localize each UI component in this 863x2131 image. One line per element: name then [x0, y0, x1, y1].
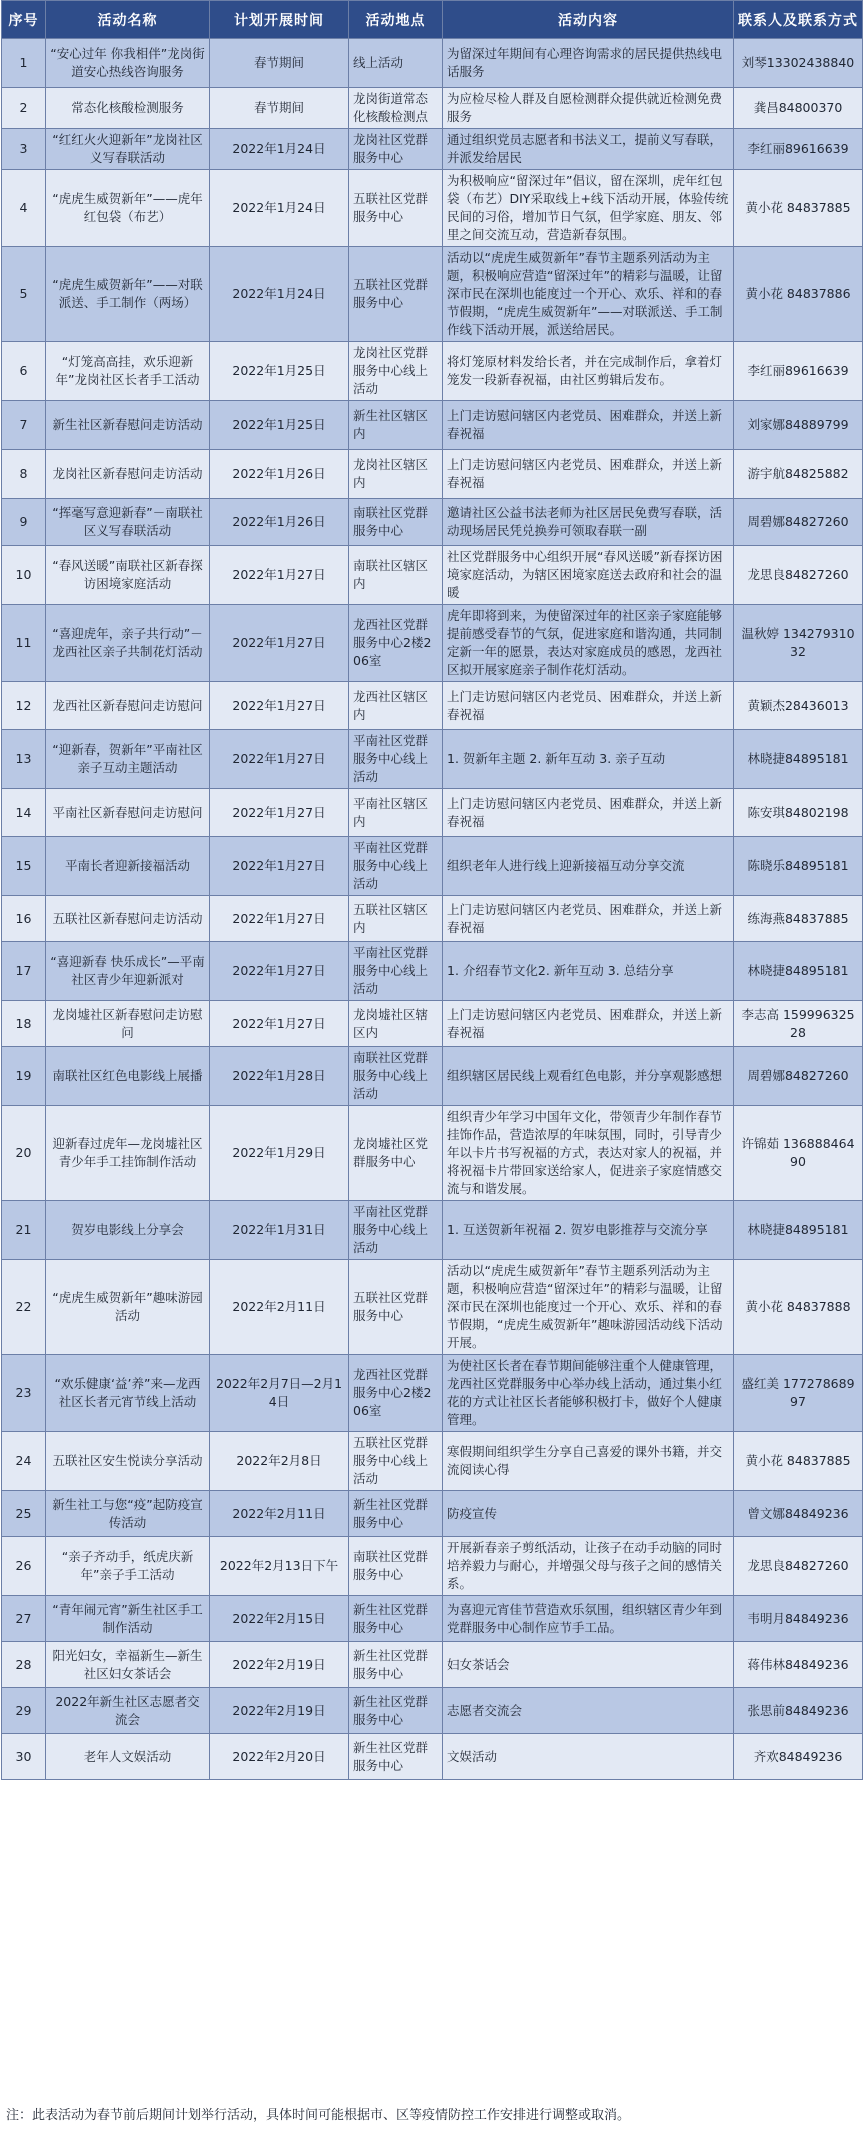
- cell-content: 1. 介绍春节文化2. 新年互动 3. 总结分享: [443, 942, 734, 1001]
- cell-planned-time: 2022年1月26日: [210, 499, 349, 546]
- cell-contact: 李志高 15999632528: [734, 1001, 863, 1047]
- header-activity-name: 活动名称: [46, 1, 210, 39]
- cell-location: 南联社区党群服务中心线上活动: [349, 1047, 443, 1106]
- table-row: [2, 942, 863, 1001]
- cell-content: 为积极响应“留深过年”倡议，留在深圳，虎年红包袋（布艺）DIY采取线上+线下活动开展，体验传统民间的习俗，增加节日气氛，但学家庭、朋友、邻里之间交流互动，营造新春氛围。: [443, 170, 734, 247]
- cell-planned-time: 春节期间: [210, 39, 349, 88]
- table-row: [2, 682, 863, 730]
- cell-planned-time: 2022年1月29日: [210, 1106, 349, 1201]
- cell-planned-time: 2022年1月24日: [210, 129, 349, 170]
- cell-activity-name: “安心过年 你我相伴”龙岗街道安心热线咨询服务: [46, 39, 210, 88]
- cell-planned-time: 2022年1月27日: [210, 837, 349, 896]
- table-row: [2, 342, 863, 401]
- cell-index: 19: [2, 1047, 46, 1106]
- cell-location: 五联社区辖区内: [349, 896, 443, 942]
- cell-planned-time: 2022年1月27日: [210, 789, 349, 837]
- cell-contact: 黄小花 84837888: [734, 1260, 863, 1355]
- cell-contact: 林晓捷84895181: [734, 1201, 863, 1260]
- cell-content: 上门走访慰问辖区内老党员、困难群众，并送上新春祝福: [443, 1001, 734, 1047]
- cell-location: 五联社区党群服务中心: [349, 170, 443, 247]
- cell-index: 24: [2, 1432, 46, 1491]
- cell-planned-time: 2022年1月27日: [210, 896, 349, 942]
- cell-activity-name: 龙西社区新春慰问走访慰问: [46, 682, 210, 730]
- cell-content: 为使社区长者在春节期间能够注重个人健康管理，龙西社区党群服务中心举办线上活动，通过集小红花的方式让社区长者能够积极打卡，做好个人健康管理。: [443, 1355, 734, 1432]
- cell-activity-name: 龙岗墟社区新春慰问走访慰问: [46, 1001, 210, 1047]
- cell-planned-time: 2022年1月25日: [210, 401, 349, 450]
- cell-planned-time: 2022年2月19日: [210, 1642, 349, 1688]
- cell-content: 虎年即将到来，为使留深过年的社区亲子家庭能够提前感受春节的气氛，促进家庭和谐沟通，共同制定新一年的愿景，表达对家庭成员的感恩，龙西社区拟开展家庭亲子制作花灯活动。: [443, 605, 734, 682]
- cell-index: 10: [2, 546, 46, 605]
- cell-index: 22: [2, 1260, 46, 1355]
- header-location: 活动地点: [349, 1, 443, 39]
- cell-contact: 温秋婷 13427931032: [734, 605, 863, 682]
- cell-planned-time: 2022年1月24日: [210, 170, 349, 247]
- cell-activity-name: 五联社区安生悦读分享活动: [46, 1432, 210, 1491]
- cell-index: 6: [2, 342, 46, 401]
- cell-content: 防疫宣传: [443, 1491, 734, 1537]
- cell-content: 为留深过年期间有心理咨询需求的居民提供热线电话服务: [443, 39, 734, 88]
- table-row: [2, 1596, 863, 1642]
- footnote: 注：此表活动为春节前后期间计划举行活动，具体时间可能根据市、区等疫情防控工作安排进行调整或取消。: [6, 2108, 631, 2123]
- cell-location: 南联社区党群服务中心: [349, 1537, 443, 1596]
- cell-activity-name: “虎虎生威贺新年”——对联派送、手工制作（两场）: [46, 247, 210, 342]
- cell-activity-name: 新生社区新春慰问走访活动: [46, 401, 210, 450]
- cell-index: 1: [2, 39, 46, 88]
- cell-location: 新生社区辖区内: [349, 401, 443, 450]
- cell-contact: 周碧娜84827260: [734, 499, 863, 546]
- cell-content: 为应检尽检人群及自愿检测群众提供就近检测免费服务: [443, 88, 734, 129]
- cell-location: 平南社区党群服务中心线上活动: [349, 730, 443, 789]
- cell-index: 2: [2, 88, 46, 129]
- cell-location: 线上活动: [349, 39, 443, 88]
- cell-index: 11: [2, 605, 46, 682]
- table-row: [2, 605, 863, 682]
- cell-content: 为喜迎元宵佳节营造欢乐氛围，组织辖区青少年到党群服务中心制作应节手工品。: [443, 1596, 734, 1642]
- cell-contact: 陈晓乐84895181: [734, 837, 863, 896]
- cell-location: 新生社区党群服务中心: [349, 1734, 443, 1780]
- cell-location: 龙西社区党群服务中心2楼206室: [349, 1355, 443, 1432]
- cell-activity-name: “春风送暖”南联社区新春探访困境家庭活动: [46, 546, 210, 605]
- table-row: [2, 1491, 863, 1537]
- cell-planned-time: 2022年2月13日下午: [210, 1537, 349, 1596]
- cell-planned-time: 2022年2月11日: [210, 1260, 349, 1355]
- table-header-row: [2, 1, 863, 39]
- cell-location: 龙岗墟社区党群服务中心: [349, 1106, 443, 1201]
- cell-location: 龙岗社区党群服务中心: [349, 129, 443, 170]
- cell-index: 9: [2, 499, 46, 546]
- cell-contact: 李红丽89616639: [734, 129, 863, 170]
- cell-content: 志愿者交流会: [443, 1688, 734, 1734]
- cell-activity-name: “红红火火迎新年”龙岗社区义写春联活动: [46, 129, 210, 170]
- cell-location: 南联社区辖区内: [349, 546, 443, 605]
- table-row: [2, 88, 863, 129]
- cell-contact: 林晓捷84895181: [734, 942, 863, 1001]
- cell-content: 上门走访慰问辖区内老党员、困难群众，并送上新春祝福: [443, 789, 734, 837]
- table-body: [2, 39, 863, 1780]
- cell-contact: 曾文娜84849236: [734, 1491, 863, 1537]
- cell-content: 上门走访慰问辖区内老党员、困难群众，并送上新春祝福: [443, 682, 734, 730]
- table-row: [2, 837, 863, 896]
- header-index: 序号: [2, 1, 46, 39]
- cell-content: 寒假期间组织学生分享自己喜爱的课外书籍，并交流阅读心得: [443, 1432, 734, 1491]
- cell-content: 上门走访慰问辖区内老党员、困难群众，并送上新春祝福: [443, 401, 734, 450]
- cell-content: 开展新春亲子剪纸活动，让孩子在动手动脑的同时培养毅力与耐心，并增强父母与孩子之间的感情关系。: [443, 1537, 734, 1596]
- cell-index: 21: [2, 1201, 46, 1260]
- cell-index: 25: [2, 1491, 46, 1537]
- table-row: [2, 1201, 863, 1260]
- table-row: [2, 1047, 863, 1106]
- cell-content: 文娱活动: [443, 1734, 734, 1780]
- cell-planned-time: 2022年1月27日: [210, 942, 349, 1001]
- cell-location: 新生社区党群服务中心: [349, 1688, 443, 1734]
- cell-activity-name: 贺岁电影线上分享会: [46, 1201, 210, 1260]
- cell-contact: 陈安琪84802198: [734, 789, 863, 837]
- cell-content: 活动以“虎虎生威贺新年”春节主题系列活动为主题，积极响应营造“留深过年”的精彩与温暖，让留深市民在深圳也能度过一个开心、欢乐、祥和的春节假期，“虎虎生威贺新年”趣味游园活动线下活动开展。: [443, 1260, 734, 1355]
- cell-planned-time: 2022年1月27日: [210, 682, 349, 730]
- table-row: [2, 401, 863, 450]
- cell-index: 18: [2, 1001, 46, 1047]
- cell-activity-name: 平南社区新春慰问走访慰问: [46, 789, 210, 837]
- cell-content: 上门走访慰问辖区内老党员、困难群众，并送上新春祝福: [443, 896, 734, 942]
- table-row: [2, 1642, 863, 1688]
- cell-content: 将灯笼原材料发给长者，并在完成制作后，拿着灯笼发一段新春祝福，由社区剪辑后发布。: [443, 342, 734, 401]
- cell-location: 南联社区党群服务中心: [349, 499, 443, 546]
- cell-location: 龙西社区党群服务中心2楼206室: [349, 605, 443, 682]
- cell-content: 妇女茶话会: [443, 1642, 734, 1688]
- cell-activity-name: “青年闹元宵”新生社区手工制作活动: [46, 1596, 210, 1642]
- cell-contact: 许锦茹 13688846490: [734, 1106, 863, 1201]
- cell-content: 邀请社区公益书法老师为社区居民免费写春联，活动现场居民凭兑换券可领取春联一副: [443, 499, 734, 546]
- table-row: [2, 129, 863, 170]
- cell-activity-name: 龙岗社区新春慰问走访活动: [46, 450, 210, 499]
- cell-index: 12: [2, 682, 46, 730]
- cell-content: 上门走访慰问辖区内老党员、困难群众，并送上新春祝福: [443, 450, 734, 499]
- cell-contact: 刘琴13302438840: [734, 39, 863, 88]
- cell-index: 29: [2, 1688, 46, 1734]
- cell-activity-name: “灯笼高高挂，欢乐迎新年”龙岗社区长者手工活动: [46, 342, 210, 401]
- cell-index: 28: [2, 1642, 46, 1688]
- cell-contact: 黄小花 84837885: [734, 1432, 863, 1491]
- cell-index: 16: [2, 896, 46, 942]
- cell-planned-time: 2022年1月24日: [210, 247, 349, 342]
- cell-contact: 练海燕84837885: [734, 896, 863, 942]
- cell-activity-name: 南联社区红色电影线上展播: [46, 1047, 210, 1106]
- cell-contact: 龚昌84800370: [734, 88, 863, 129]
- cell-contact: 盛红美 17727868997: [734, 1355, 863, 1432]
- cell-index: 8: [2, 450, 46, 499]
- cell-index: 7: [2, 401, 46, 450]
- cell-contact: 龙思良84827260: [734, 1537, 863, 1596]
- cell-planned-time: 2022年1月27日: [210, 730, 349, 789]
- cell-contact: 蒋伟林84849236: [734, 1642, 863, 1688]
- cell-activity-name: 常态化核酸检测服务: [46, 88, 210, 129]
- cell-content: 社区党群服务中心组织开展“春风送暖”新春探访困境家庭活动，为辖区困境家庭送去政府和社会的温暖: [443, 546, 734, 605]
- cell-location: 龙岗街道常态化核酸检测点: [349, 88, 443, 129]
- cell-activity-name: “喜迎虎年，亲子共行动”－龙西社区亲子共制花灯活动: [46, 605, 210, 682]
- cell-index: 20: [2, 1106, 46, 1201]
- cell-planned-time: 2022年2月8日: [210, 1432, 349, 1491]
- cell-activity-name: 2022年新生社区志愿者交流会: [46, 1688, 210, 1734]
- cell-location: 新生社区党群服务中心: [349, 1596, 443, 1642]
- cell-index: 23: [2, 1355, 46, 1432]
- cell-planned-time: 2022年2月7日—2月14日: [210, 1355, 349, 1432]
- cell-activity-name: 平南长者迎新接福活动: [46, 837, 210, 896]
- table-row: [2, 1355, 863, 1432]
- cell-activity-name: 阳光妇女，幸福新生—新生社区妇女茶话会: [46, 1642, 210, 1688]
- header-contact: 联系人及联系方式: [734, 1, 863, 39]
- cell-index: 3: [2, 129, 46, 170]
- cell-contact: 张思前84849236: [734, 1688, 863, 1734]
- cell-location: 平南社区党群服务中心线上活动: [349, 942, 443, 1001]
- cell-activity-name: “喜迎新春 快乐成长”—平南社区青少年迎新派对: [46, 942, 210, 1001]
- cell-index: 27: [2, 1596, 46, 1642]
- cell-content: 通过组织党员志愿者和书法义工，提前义写春联，并派发给居民: [443, 129, 734, 170]
- cell-content: 1. 贺新年主题 2. 新年互动 3. 亲子互动: [443, 730, 734, 789]
- cell-activity-name: 新生社工与您“疫”起防疫宣传活动: [46, 1491, 210, 1537]
- cell-location: 新生社区党群服务中心: [349, 1642, 443, 1688]
- cell-location: 五联社区党群服务中心线上活动: [349, 1432, 443, 1491]
- cell-planned-time: 2022年1月27日: [210, 1001, 349, 1047]
- cell-activity-name: “欢乐健康‘益’养”来—龙西社区长者元宵节线上活动: [46, 1355, 210, 1432]
- table-row: [2, 450, 863, 499]
- cell-index: 13: [2, 730, 46, 789]
- cell-location: 新生社区党群服务中心: [349, 1491, 443, 1537]
- table-row: [2, 789, 863, 837]
- cell-planned-time: 春节期间: [210, 88, 349, 129]
- cell-planned-time: 2022年1月27日: [210, 605, 349, 682]
- cell-planned-time: 2022年1月25日: [210, 342, 349, 401]
- cell-content: 组织青少年学习中国年文化，带领青少年制作春节挂饰作品，营造浓厚的年味氛围，同时，引导青少年以卡片书写祝福的方式，表达对家人的祝福，并将祝福卡片带回家送给家人，促进亲子家庭情感交流与和谐发展。: [443, 1106, 734, 1201]
- cell-planned-time: 2022年2月15日: [210, 1596, 349, 1642]
- cell-contact: 黄小花 84837885: [734, 170, 863, 247]
- cell-content: 1. 互送贺新年祝福 2. 贺岁电影推荐与交流分享: [443, 1201, 734, 1260]
- cell-index: 17: [2, 942, 46, 1001]
- table-row: [2, 1688, 863, 1734]
- cell-activity-name: “亲子齐动手，纸虎庆新年”亲子手工活动: [46, 1537, 210, 1596]
- cell-planned-time: 2022年1月26日: [210, 450, 349, 499]
- cell-activity-name: 老年人文娱活动: [46, 1734, 210, 1780]
- table-row: [2, 247, 863, 342]
- table-row: [2, 1734, 863, 1780]
- cell-contact: 齐欢84849236: [734, 1734, 863, 1780]
- cell-location: 龙岗社区辖区内: [349, 450, 443, 499]
- cell-location: 平南社区党群服务中心线上活动: [349, 1201, 443, 1260]
- cell-activity-name: “迎新春，贺新年”平南社区亲子互动主题活动: [46, 730, 210, 789]
- table-row: [2, 1001, 863, 1047]
- cell-index: 14: [2, 789, 46, 837]
- table-row: [2, 1106, 863, 1201]
- cell-contact: 黄颖杰28436013: [734, 682, 863, 730]
- cell-contact: 龙思良84827260: [734, 546, 863, 605]
- cell-location: 龙西社区辖区内: [349, 682, 443, 730]
- cell-index: 15: [2, 837, 46, 896]
- cell-planned-time: 2022年2月19日: [210, 1688, 349, 1734]
- table-row: [2, 1537, 863, 1596]
- cell-contact: 韦明月84849236: [734, 1596, 863, 1642]
- cell-location: 平南社区辖区内: [349, 789, 443, 837]
- cell-content: 组织老年人进行线上迎新接福互动分享交流: [443, 837, 734, 896]
- cell-planned-time: 2022年1月28日: [210, 1047, 349, 1106]
- cell-contact: 周碧娜84827260: [734, 1047, 863, 1106]
- cell-location: 平南社区党群服务中心线上活动: [349, 837, 443, 896]
- cell-activity-name: 五联社区新春慰问走访活动: [46, 896, 210, 942]
- cell-contact: 李红丽89616639: [734, 342, 863, 401]
- cell-location: 龙岗社区党群服务中心线上活动: [349, 342, 443, 401]
- header-content: 活动内容: [443, 1, 734, 39]
- cell-activity-name: “虎虎生威贺新年”趣味游园活动: [46, 1260, 210, 1355]
- cell-contact: 刘家娜84889799: [734, 401, 863, 450]
- cell-location: 龙岗墟社区辖区内: [349, 1001, 443, 1047]
- cell-activity-name: 迎新春过虎年—龙岗墟社区青少年手工挂饰制作活动: [46, 1106, 210, 1201]
- cell-contact: 游宇航84825882: [734, 450, 863, 499]
- cell-planned-time: 2022年2月11日: [210, 1491, 349, 1537]
- table-row: [2, 499, 863, 546]
- cell-contact: 林晓捷84895181: [734, 730, 863, 789]
- cell-content: 活动以“虎虎生威贺新年”春节主题系列活动为主题，积极响应营造“留深过年”的精彩与温暖，让留深市民在深圳也能度过一个开心、欢乐、祥和的春节假期，“虎虎生威贺新年”——对联派送、手工制作线下活动开展，派送给居民。: [443, 247, 734, 342]
- cell-activity-name: “虎虎生威贺新年”——虎年红包袋（布艺）: [46, 170, 210, 247]
- header-planned-time: 计划开展时间: [210, 1, 349, 39]
- table-row: [2, 1260, 863, 1355]
- cell-index: 30: [2, 1734, 46, 1780]
- cell-location: 五联社区党群服务中心: [349, 247, 443, 342]
- cell-planned-time: 2022年1月27日: [210, 546, 349, 605]
- cell-index: 4: [2, 170, 46, 247]
- cell-planned-time: 2022年1月31日: [210, 1201, 349, 1260]
- table-row: [2, 170, 863, 247]
- cell-content: 组织辖区居民线上观看红色电影，并分享观影感想: [443, 1047, 734, 1106]
- cell-index: 26: [2, 1537, 46, 1596]
- cell-location: 五联社区党群服务中心: [349, 1260, 443, 1355]
- table-row: [2, 546, 863, 605]
- table-row: [2, 39, 863, 88]
- table-row: [2, 730, 863, 789]
- cell-contact: 黄小花 84837886: [734, 247, 863, 342]
- activity-schedule-table: [1, 0, 863, 1780]
- table-row: [2, 1432, 863, 1491]
- cell-index: 5: [2, 247, 46, 342]
- cell-activity-name: “挥毫写意迎新春”－南联社区义写春联活动: [46, 499, 210, 546]
- cell-planned-time: 2022年2月20日: [210, 1734, 349, 1780]
- table-row: [2, 896, 863, 942]
